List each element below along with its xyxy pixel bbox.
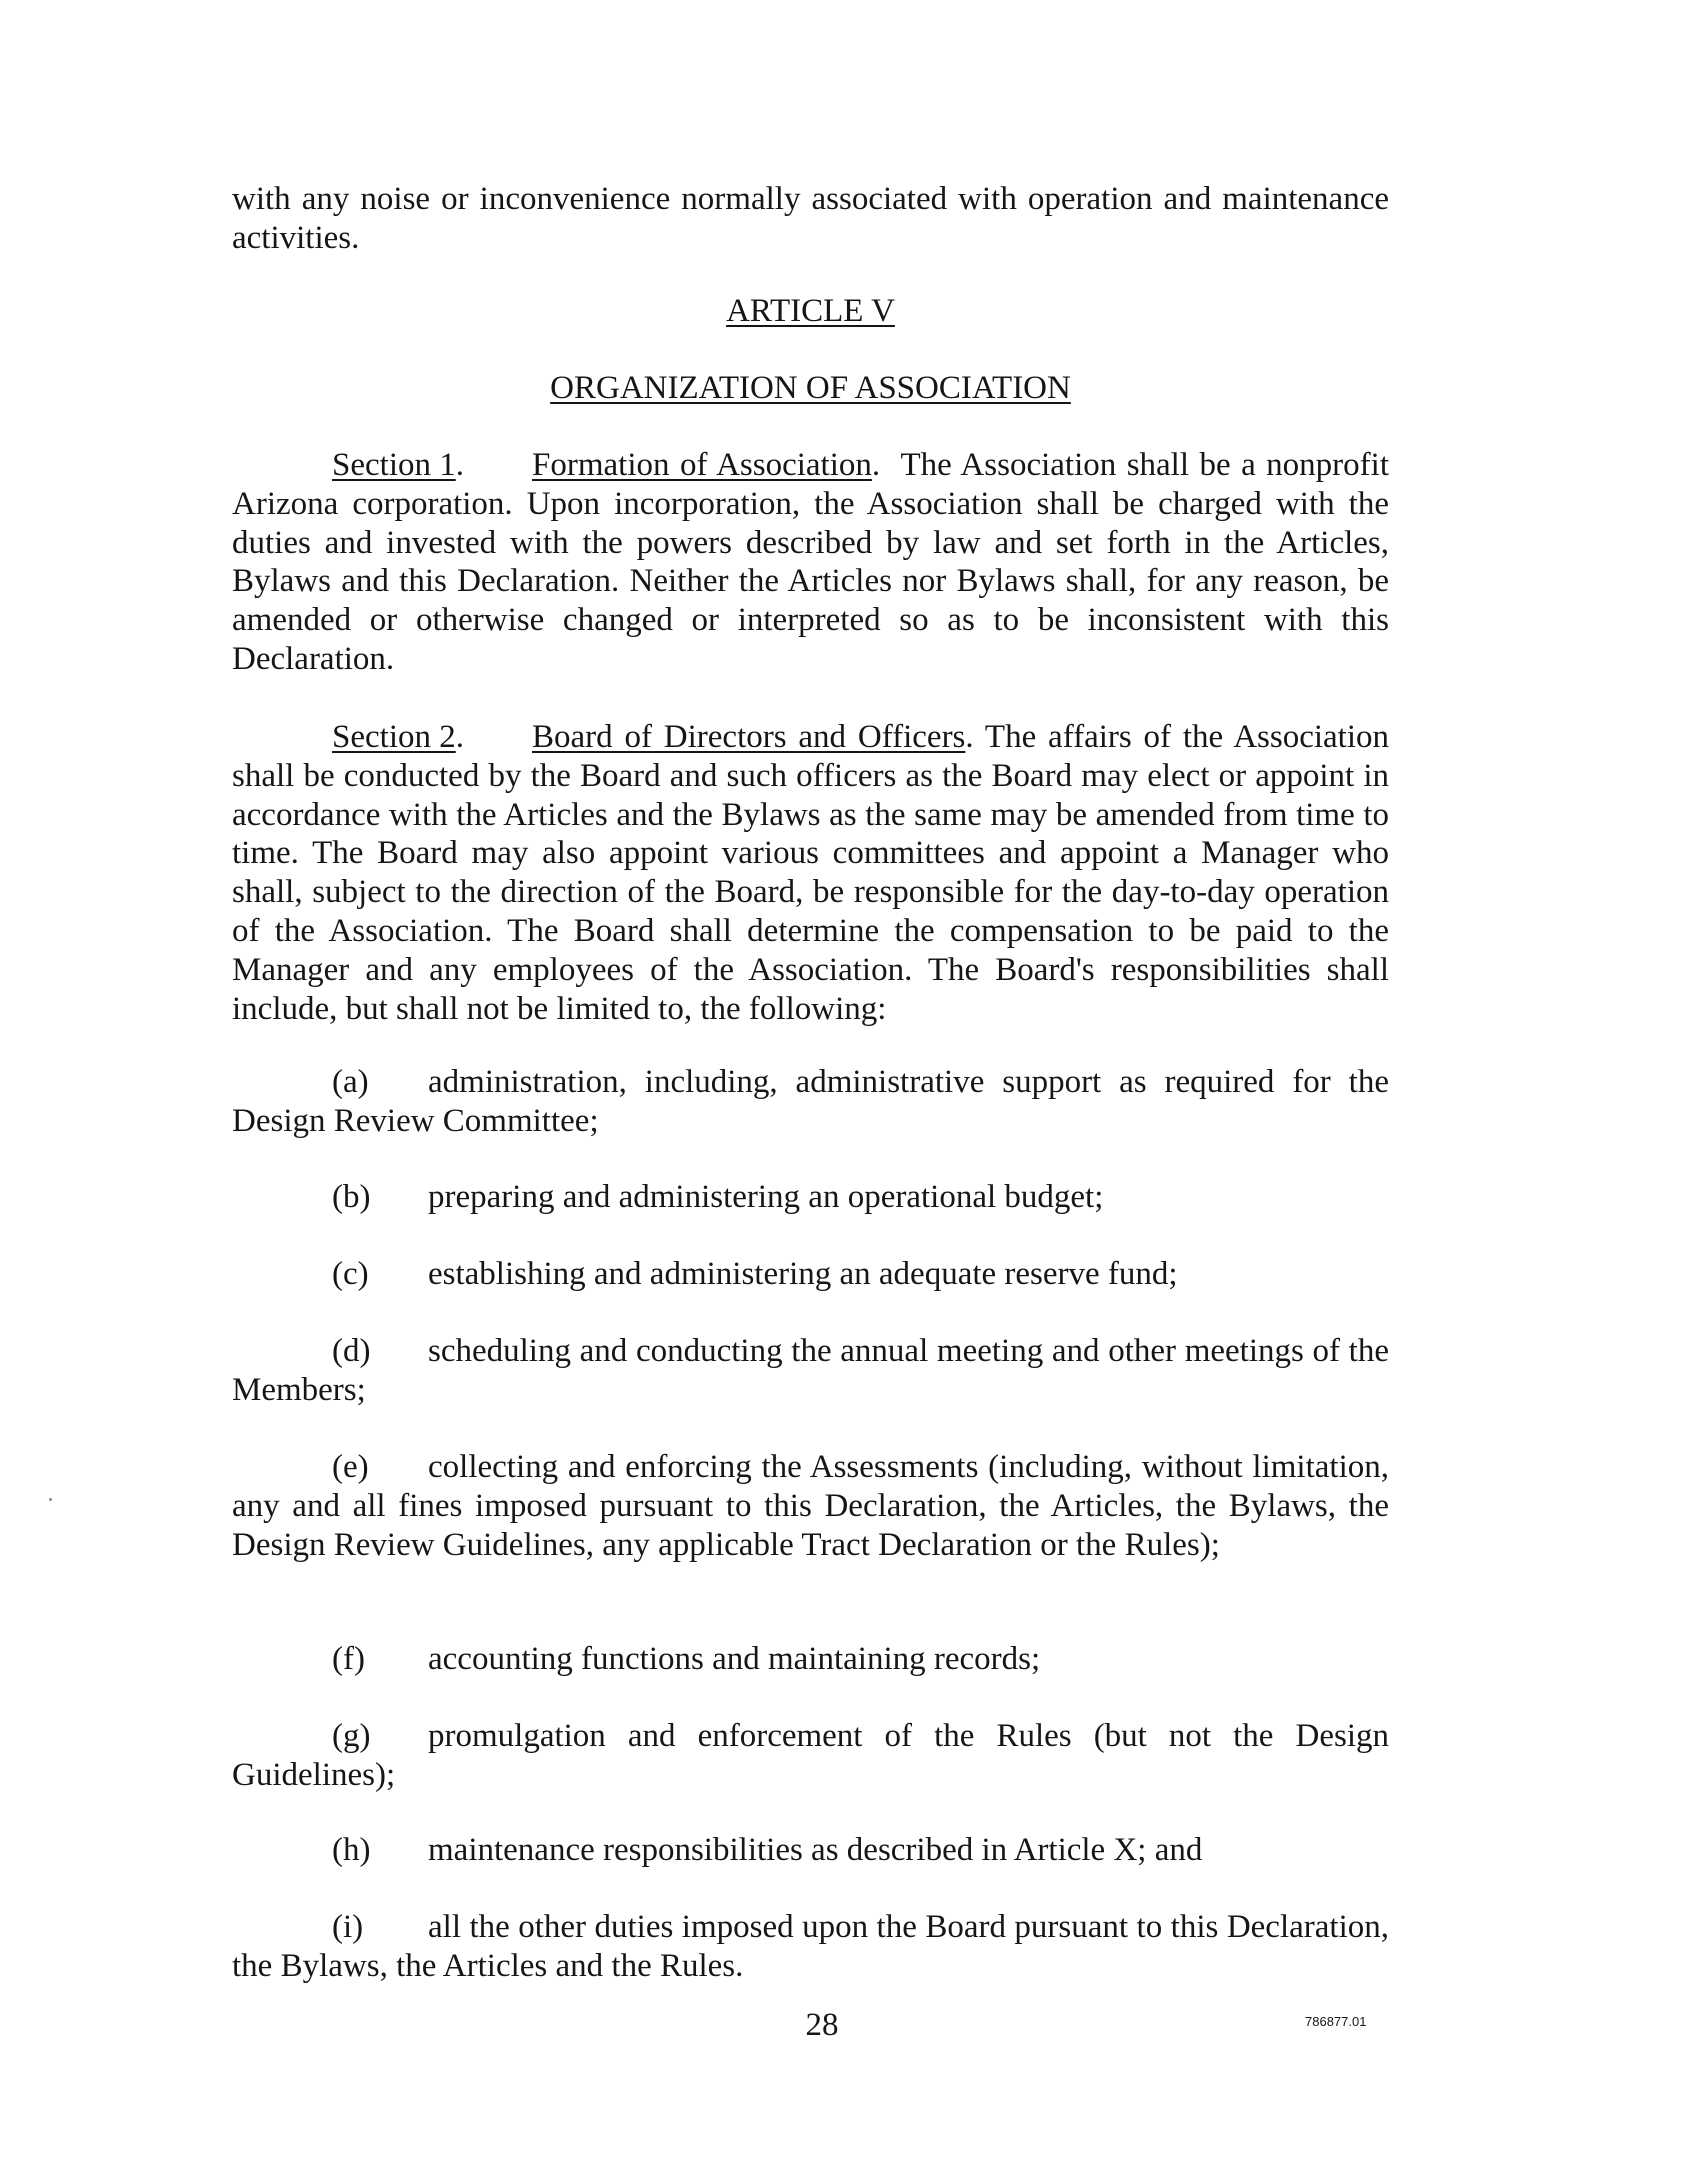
list-item-label: (d) (332, 1333, 371, 1369)
section-2-text: The affairs of the Association shall be conducted by the Board and such officers as the Board may elect or appoint in accordance with the Articles and the Bylaws as the same may be amended from time to time. The Board may also appoint various committees and appoint a Manager who shall, subject to the direction of the Board, be responsible for the day-to-day operation of the Association. The Board shall determine the compensation to be paid to the Manager and any employees of the Association. The Board's responsibilities shall include, but shall not be limited to, the following: (232, 719, 1390, 1027)
list-item-label: (h) (332, 1832, 371, 1868)
section-2-paragraph: Section 2. Board of Directors and Officers. The affairs of the Association shall be conducted by the Board and such officers as the Board may elect or appoint in accordance with the Articles and the Bylaws as the same may be amended from time to time. The Board may also appoint various committees and appoint a Manager who shall, subject to the direction of the Board, be responsible for the day-to-day operation of the Association. The Board shall determine the compensation to be paid to the Manager and any employees of the Association. The Board's responsibilities shall include, but shall not be limited to, the following: (232, 719, 1390, 1027)
list-item-text: administration, including, administrative support as required for the Design Review Committee; (232, 1064, 1389, 1139)
article-number-text: ARTICLE V (726, 293, 895, 329)
list-item-g (232, 1717, 1389, 1795)
list-item-h (232, 1831, 1389, 1870)
article-number (232, 292, 1389, 331)
list-item-text: preparing and administering an operational budget; (428, 1179, 1104, 1215)
list-item-label: (g) (332, 1718, 371, 1754)
list-item-i (232, 1908, 1389, 1986)
continued-paragraph: with any noise or inconvenience normally associated with operation and maintenance activities. (232, 181, 1389, 256)
list-item-f (232, 1640, 1389, 1679)
article-title-text: ORGANIZATION OF ASSOCIATION (550, 370, 1071, 406)
list-item-label: (i) (332, 1909, 364, 1945)
scan-speck (49, 1498, 52, 1501)
section-2-heading: Board of Directors and Officers (532, 719, 966, 755)
list-item-text: maintenance responsibilities as described in Article X; and (428, 1832, 1203, 1868)
list-item-d (232, 1332, 1389, 1410)
list-item-a (232, 1063, 1389, 1141)
list-item-label: (e) (332, 1449, 369, 1485)
section-1-label: Section 1 (332, 447, 456, 483)
document-id: 786877.01 (1305, 2014, 1367, 2029)
article-title (232, 369, 1389, 408)
list-item-label: (c) (332, 1256, 369, 1292)
list-item-text: collecting and enforcing the Assessments (including, without limitation, any and all fines imposed pursuant to this Declaration, the Articles, the Bylaws, the Design Review Guidelines, any applicable Tract Declaration or the Rules); (232, 1449, 1389, 1563)
section-1-paragraph: Section 1. Formation of Association. The Association shall be a nonprofit Arizona corporation. Upon incorporation, the Association shall be charged with the duties and invested with the powers described by law and set forth in the Articles, Bylaws and this Declaration. Neither the Articles nor Bylaws shall, for any reason, be amended or otherwise changed or interpreted so as to be inconsistent with this Declaration. (232, 447, 1390, 677)
section-1-heading: Formation of Association (532, 447, 872, 483)
list-item-label: (a) (332, 1064, 369, 1100)
section-1-text: The Association shall be a nonprofit Arizona corporation. Upon incorporation, the Association shall be charged with the duties and invested with the powers described by law and set forth in the Articles, Bylaws and this Declaration. Neither the Articles nor Bylaws shall, for any reason, be amended or otherwise changed or interpreted so as to be inconsistent with this Declaration. (232, 447, 1390, 677)
list-item-e (232, 1448, 1389, 1564)
list-item-label: (f) (332, 1641, 365, 1677)
list-item-label: (b) (332, 1179, 371, 1215)
list-item-text: all the other duties imposed upon the Board pursuant to this Declaration, the Bylaws, the Articles and the Rules. (232, 1909, 1389, 1984)
list-item-b (232, 1178, 1389, 1217)
list-item-text: accounting functions and maintaining records; (428, 1641, 1041, 1677)
list-item-text: establishing and administering an adequate reserve fund; (428, 1256, 1178, 1292)
list-item-c (232, 1255, 1389, 1294)
page-number: 28 (805, 2007, 839, 2043)
list-item-text: promulgation and enforcement of the Rules (but not the Design Guidelines); (232, 1718, 1389, 1793)
list-item-text: scheduling and conducting the annual meeting and other meetings of the Members; (232, 1333, 1389, 1408)
section-2-label: Section 2 (332, 719, 456, 755)
